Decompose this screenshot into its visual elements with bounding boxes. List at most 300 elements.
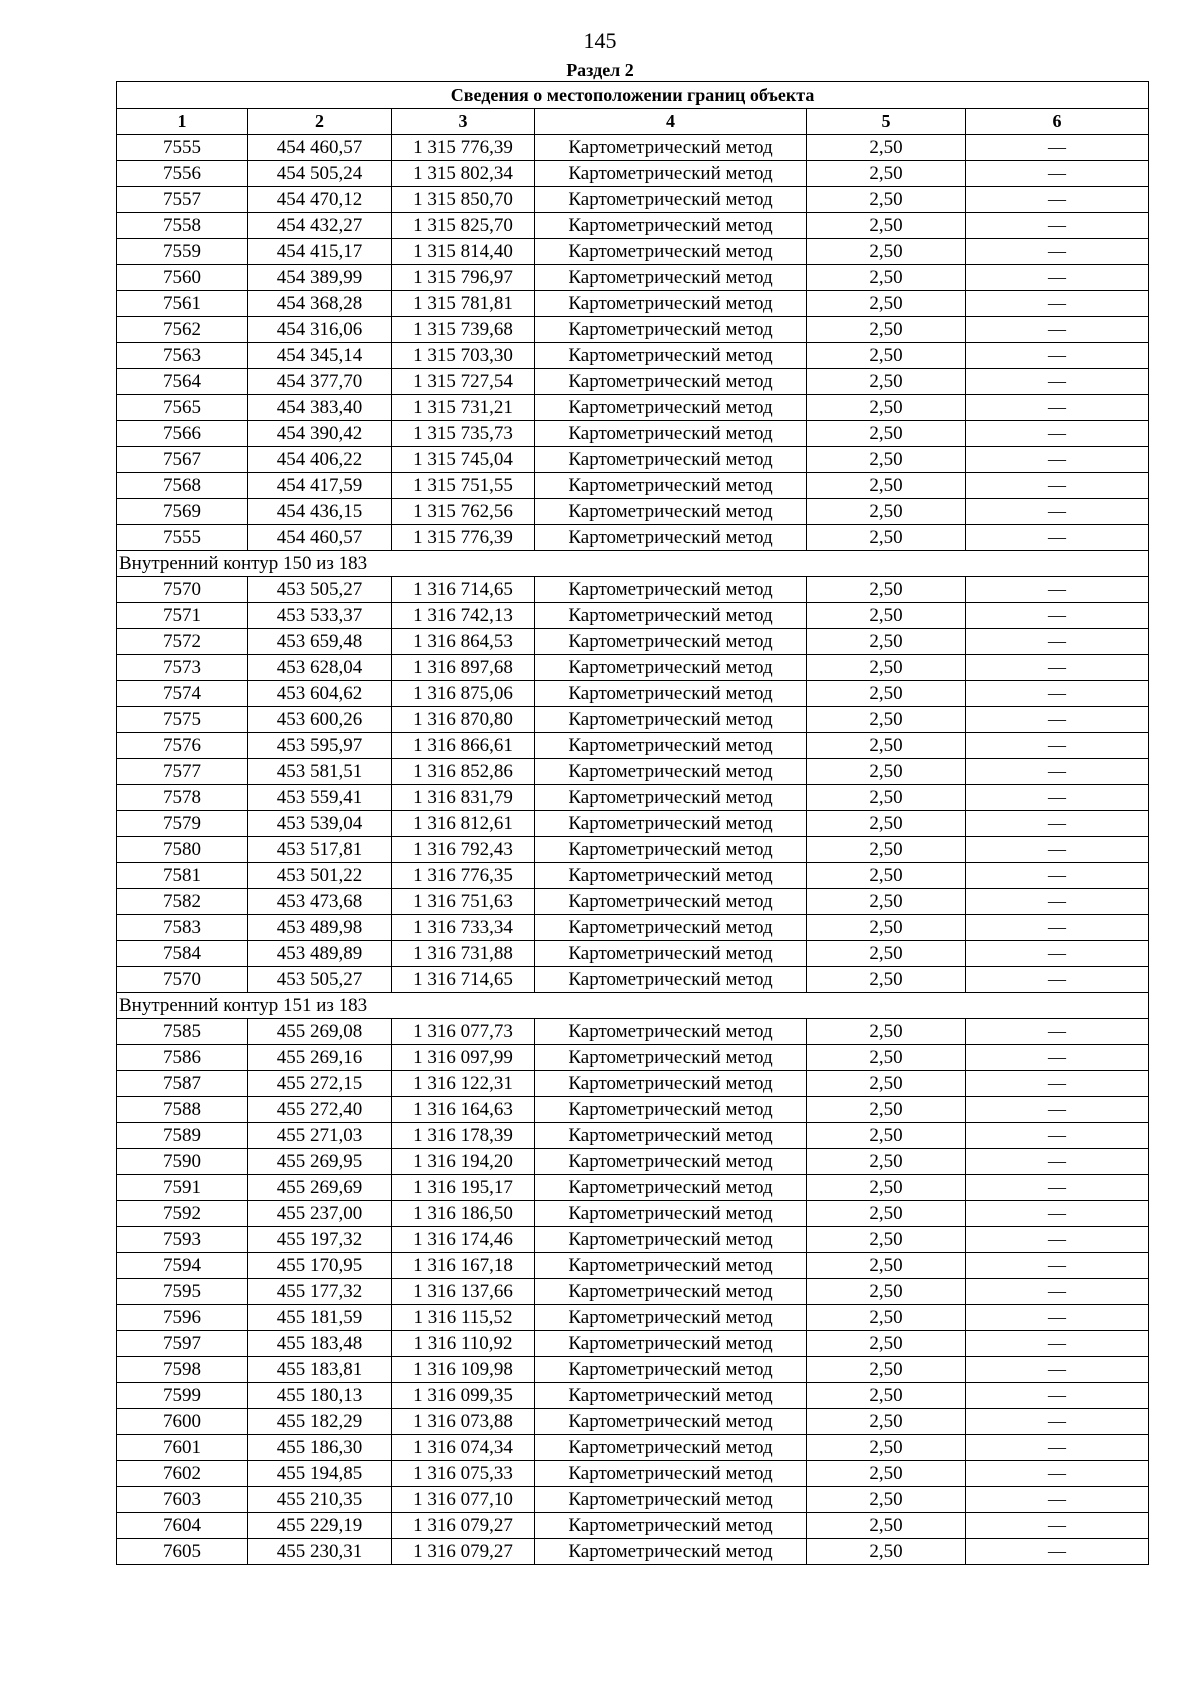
point-number-cell: 7561 xyxy=(117,291,248,317)
method-cell: Картометрический метод xyxy=(535,577,807,603)
x-coordinate-cell: 455 272,40 xyxy=(248,1097,392,1123)
method-cell: Картометрический метод xyxy=(535,265,807,291)
point-number-cell: 7571 xyxy=(117,603,248,629)
boundary-table xyxy=(116,81,1149,1565)
table-row xyxy=(117,603,1149,629)
x-coordinate-cell: 454 417,59 xyxy=(248,473,392,499)
method-cell: Картометрический метод xyxy=(535,1383,807,1409)
y-coordinate-cell: 1 316 075,33 xyxy=(392,1461,535,1487)
point-number-cell: 7585 xyxy=(117,1019,248,1045)
table-row xyxy=(117,1383,1149,1409)
y-coordinate-cell: 1 316 870,80 xyxy=(392,707,535,733)
x-coordinate-cell: 454 505,24 xyxy=(248,161,392,187)
point-number-cell: 7565 xyxy=(117,395,248,421)
method-cell: Картометрический метод xyxy=(535,1279,807,1305)
accuracy-cell: 2,50 xyxy=(807,187,966,213)
point-number-cell: 7580 xyxy=(117,837,248,863)
accuracy-cell: 2,50 xyxy=(807,759,966,785)
point-number-cell: 7557 xyxy=(117,187,248,213)
y-coordinate-cell: 1 316 776,35 xyxy=(392,863,535,889)
y-coordinate-cell: 1 316 714,65 xyxy=(392,967,535,993)
point-number-cell: 7564 xyxy=(117,369,248,395)
point-number-cell: 7593 xyxy=(117,1227,248,1253)
point-number-cell: 7592 xyxy=(117,1201,248,1227)
x-coordinate-cell: 453 600,26 xyxy=(248,707,392,733)
method-cell: Картометрический метод xyxy=(535,1045,807,1071)
accuracy-cell: 2,50 xyxy=(807,603,966,629)
table-row xyxy=(117,135,1149,161)
method-cell: Картометрический метод xyxy=(535,1409,807,1435)
y-coordinate-cell: 1 316 079,27 xyxy=(392,1513,535,1539)
table-row xyxy=(117,1071,1149,1097)
x-coordinate-cell: 453 539,04 xyxy=(248,811,392,837)
point-number-cell: 7581 xyxy=(117,863,248,889)
table-row xyxy=(117,681,1149,707)
x-coordinate-cell: 455 170,95 xyxy=(248,1253,392,1279)
point-number-cell: 7562 xyxy=(117,317,248,343)
x-coordinate-cell: 454 377,70 xyxy=(248,369,392,395)
y-coordinate-cell: 1 316 852,86 xyxy=(392,759,535,785)
note-cell: — xyxy=(966,1123,1149,1149)
method-cell: Картометрический метод xyxy=(535,239,807,265)
accuracy-cell: 2,50 xyxy=(807,1019,966,1045)
point-number-cell: 7556 xyxy=(117,161,248,187)
note-cell: — xyxy=(966,811,1149,837)
note-cell: — xyxy=(966,889,1149,915)
point-number-cell: 7590 xyxy=(117,1149,248,1175)
contour-row xyxy=(117,993,1149,1019)
accuracy-cell: 2,50 xyxy=(807,1045,966,1071)
x-coordinate-cell: 453 581,51 xyxy=(248,759,392,785)
note-cell: — xyxy=(966,1409,1149,1435)
y-coordinate-cell: 1 316 875,06 xyxy=(392,681,535,707)
note-cell: — xyxy=(966,707,1149,733)
x-coordinate-cell: 455 269,95 xyxy=(248,1149,392,1175)
accuracy-cell: 2,50 xyxy=(807,941,966,967)
x-coordinate-cell: 455 186,30 xyxy=(248,1435,392,1461)
table-row xyxy=(117,213,1149,239)
method-cell: Картометрический метод xyxy=(535,967,807,993)
method-cell: Картометрический метод xyxy=(535,525,807,551)
accuracy-cell: 2,50 xyxy=(807,889,966,915)
note-cell: — xyxy=(966,1201,1149,1227)
note-cell: — xyxy=(966,369,1149,395)
point-number-cell: 7599 xyxy=(117,1383,248,1409)
point-number-cell: 7567 xyxy=(117,447,248,473)
point-number-cell: 7595 xyxy=(117,1279,248,1305)
accuracy-cell: 2,50 xyxy=(807,291,966,317)
point-number-cell: 7560 xyxy=(117,265,248,291)
x-coordinate-cell: 454 368,28 xyxy=(248,291,392,317)
x-coordinate-cell: 455 269,16 xyxy=(248,1045,392,1071)
accuracy-cell: 2,50 xyxy=(807,1201,966,1227)
table-row xyxy=(117,369,1149,395)
method-cell: Картометрический метод xyxy=(535,1435,807,1461)
method-cell: Картометрический метод xyxy=(535,759,807,785)
accuracy-cell: 2,50 xyxy=(807,1227,966,1253)
accuracy-cell: 2,50 xyxy=(807,577,966,603)
page-number: 145 xyxy=(583,28,617,53)
x-coordinate-cell: 455 230,31 xyxy=(248,1539,392,1565)
y-coordinate-cell: 1 316 731,88 xyxy=(392,941,535,967)
note-cell: — xyxy=(966,1227,1149,1253)
note-cell: — xyxy=(966,161,1149,187)
x-coordinate-cell: 454 390,42 xyxy=(248,421,392,447)
note-cell: — xyxy=(966,1045,1149,1071)
note-cell: — xyxy=(966,733,1149,759)
point-number-cell: 7570 xyxy=(117,577,248,603)
y-coordinate-cell: 1 316 077,73 xyxy=(392,1019,535,1045)
x-coordinate-cell: 454 415,17 xyxy=(248,239,392,265)
accuracy-cell: 2,50 xyxy=(807,1279,966,1305)
accuracy-cell: 2,50 xyxy=(807,681,966,707)
y-coordinate-cell: 1 315 735,73 xyxy=(392,421,535,447)
column-header: 3 xyxy=(392,109,535,135)
table-row xyxy=(117,395,1149,421)
table-row xyxy=(117,1097,1149,1123)
method-cell: Картометрический метод xyxy=(535,499,807,525)
note-cell: — xyxy=(966,1331,1149,1357)
table-row xyxy=(117,889,1149,915)
x-coordinate-cell: 454 406,22 xyxy=(248,447,392,473)
y-coordinate-cell: 1 316 110,92 xyxy=(392,1331,535,1357)
y-coordinate-cell: 1 315 731,21 xyxy=(392,395,535,421)
method-cell: Картометрический метод xyxy=(535,1331,807,1357)
x-coordinate-cell: 454 345,14 xyxy=(248,343,392,369)
table-row xyxy=(117,1357,1149,1383)
x-coordinate-cell: 455 181,59 xyxy=(248,1305,392,1331)
note-cell: — xyxy=(966,265,1149,291)
x-coordinate-cell: 455 183,81 xyxy=(248,1357,392,1383)
x-coordinate-cell: 455 269,08 xyxy=(248,1019,392,1045)
note-cell: — xyxy=(966,525,1149,551)
point-number-cell: 7594 xyxy=(117,1253,248,1279)
point-number-cell: 7597 xyxy=(117,1331,248,1357)
note-cell: — xyxy=(966,655,1149,681)
method-cell: Картометрический метод xyxy=(535,421,807,447)
point-number-cell: 7603 xyxy=(117,1487,248,1513)
accuracy-cell: 2,50 xyxy=(807,1435,966,1461)
point-number-cell: 7570 xyxy=(117,967,248,993)
note-cell: — xyxy=(966,421,1149,447)
x-coordinate-cell: 454 436,15 xyxy=(248,499,392,525)
x-coordinate-cell: 455 177,32 xyxy=(248,1279,392,1305)
table-row xyxy=(117,1175,1149,1201)
point-number-cell: 7601 xyxy=(117,1435,248,1461)
x-coordinate-cell: 453 473,68 xyxy=(248,889,392,915)
point-number-cell: 7563 xyxy=(117,343,248,369)
method-cell: Картометрический метод xyxy=(535,785,807,811)
x-coordinate-cell: 453 489,89 xyxy=(248,941,392,967)
method-cell: Картометрический метод xyxy=(535,629,807,655)
y-coordinate-cell: 1 316 831,79 xyxy=(392,785,535,811)
y-coordinate-cell: 1 316 195,17 xyxy=(392,1175,535,1201)
y-coordinate-cell: 1 316 733,34 xyxy=(392,915,535,941)
method-cell: Картометрический метод xyxy=(535,395,807,421)
point-number-cell: 7598 xyxy=(117,1357,248,1383)
method-cell: Картометрический метод xyxy=(535,1487,807,1513)
column-header: 6 xyxy=(966,109,1149,135)
x-coordinate-cell: 454 316,06 xyxy=(248,317,392,343)
note-cell: — xyxy=(966,1019,1149,1045)
point-number-cell: 7559 xyxy=(117,239,248,265)
x-coordinate-cell: 453 501,22 xyxy=(248,863,392,889)
x-coordinate-cell: 455 210,35 xyxy=(248,1487,392,1513)
point-number-cell: 7602 xyxy=(117,1461,248,1487)
point-number-cell: 7591 xyxy=(117,1175,248,1201)
note-cell: — xyxy=(966,499,1149,525)
method-cell: Картометрический метод xyxy=(535,447,807,473)
method-cell: Картометрический метод xyxy=(535,1539,807,1565)
note-cell: — xyxy=(966,187,1149,213)
y-coordinate-cell: 1 315 781,81 xyxy=(392,291,535,317)
y-coordinate-cell: 1 315 850,70 xyxy=(392,187,535,213)
method-cell: Картометрический метод xyxy=(535,1071,807,1097)
accuracy-cell: 2,50 xyxy=(807,1123,966,1149)
note-cell: — xyxy=(966,1487,1149,1513)
point-number-cell: 7583 xyxy=(117,915,248,941)
y-coordinate-cell: 1 316 178,39 xyxy=(392,1123,535,1149)
table-row xyxy=(117,239,1149,265)
y-coordinate-cell: 1 316 897,68 xyxy=(392,655,535,681)
accuracy-cell: 2,50 xyxy=(807,369,966,395)
table-row xyxy=(117,707,1149,733)
accuracy-cell: 2,50 xyxy=(807,473,966,499)
point-number-cell: 7578 xyxy=(117,785,248,811)
column-header: 2 xyxy=(248,109,392,135)
x-coordinate-cell: 455 272,15 xyxy=(248,1071,392,1097)
note-cell: — xyxy=(966,1435,1149,1461)
x-coordinate-cell: 455 180,13 xyxy=(248,1383,392,1409)
table-row xyxy=(117,265,1149,291)
x-coordinate-cell: 455 237,00 xyxy=(248,1201,392,1227)
accuracy-cell: 2,50 xyxy=(807,915,966,941)
note-cell: — xyxy=(966,1513,1149,1539)
note-cell: — xyxy=(966,447,1149,473)
y-coordinate-cell: 1 315 739,68 xyxy=(392,317,535,343)
point-number-cell: 7586 xyxy=(117,1045,248,1071)
table-row xyxy=(117,499,1149,525)
y-coordinate-cell: 1 316 751,63 xyxy=(392,889,535,915)
point-number-cell: 7605 xyxy=(117,1539,248,1565)
y-coordinate-cell: 1 316 115,52 xyxy=(392,1305,535,1331)
column-header: 5 xyxy=(807,109,966,135)
column-header-row xyxy=(117,109,1149,135)
y-coordinate-cell: 1 315 825,70 xyxy=(392,213,535,239)
method-cell: Картометрический метод xyxy=(535,1149,807,1175)
y-coordinate-cell: 1 316 186,50 xyxy=(392,1201,535,1227)
method-cell: Картометрический метод xyxy=(535,655,807,681)
point-number-cell: 7555 xyxy=(117,135,248,161)
note-cell: — xyxy=(966,1539,1149,1565)
point-number-cell: 7576 xyxy=(117,733,248,759)
y-coordinate-cell: 1 316 099,35 xyxy=(392,1383,535,1409)
table-row xyxy=(117,1279,1149,1305)
accuracy-cell: 2,50 xyxy=(807,1539,966,1565)
point-number-cell: 7558 xyxy=(117,213,248,239)
y-coordinate-cell: 1 315 802,34 xyxy=(392,161,535,187)
accuracy-cell: 2,50 xyxy=(807,1487,966,1513)
point-number-cell: 7579 xyxy=(117,811,248,837)
contour-label: Внутренний контур 150 из 183 xyxy=(117,551,1149,577)
note-cell: — xyxy=(966,213,1149,239)
method-cell: Картометрический метод xyxy=(535,1123,807,1149)
y-coordinate-cell: 1 316 174,46 xyxy=(392,1227,535,1253)
accuracy-cell: 2,50 xyxy=(807,785,966,811)
table-title: Сведения о местоположении границ объекта xyxy=(117,82,1149,109)
note-cell: — xyxy=(966,1149,1149,1175)
table-row xyxy=(117,1123,1149,1149)
table-row xyxy=(117,525,1149,551)
point-number-cell: 7574 xyxy=(117,681,248,707)
table-row xyxy=(117,1331,1149,1357)
accuracy-cell: 2,50 xyxy=(807,733,966,759)
y-coordinate-cell: 1 315 762,56 xyxy=(392,499,535,525)
table-row xyxy=(117,187,1149,213)
table-row xyxy=(117,1513,1149,1539)
accuracy-cell: 2,50 xyxy=(807,135,966,161)
note-cell: — xyxy=(966,473,1149,499)
accuracy-cell: 2,50 xyxy=(807,1253,966,1279)
note-cell: — xyxy=(966,941,1149,967)
table-row xyxy=(117,655,1149,681)
method-cell: Картометрический метод xyxy=(535,291,807,317)
table-row xyxy=(117,863,1149,889)
table-row xyxy=(117,1227,1149,1253)
table-row xyxy=(117,1305,1149,1331)
y-coordinate-cell: 1 316 164,63 xyxy=(392,1097,535,1123)
note-cell: — xyxy=(966,1383,1149,1409)
point-number-cell: 7569 xyxy=(117,499,248,525)
x-coordinate-cell: 453 628,04 xyxy=(248,655,392,681)
method-cell: Картометрический метод xyxy=(535,1019,807,1045)
table-row xyxy=(117,629,1149,655)
method-cell: Картометрический метод xyxy=(535,603,807,629)
accuracy-cell: 2,50 xyxy=(807,1331,966,1357)
method-cell: Картометрический метод xyxy=(535,1357,807,1383)
y-coordinate-cell: 1 316 194,20 xyxy=(392,1149,535,1175)
y-coordinate-cell: 1 316 792,43 xyxy=(392,837,535,863)
y-coordinate-cell: 1 315 727,54 xyxy=(392,369,535,395)
y-coordinate-cell: 1 316 109,98 xyxy=(392,1357,535,1383)
x-coordinate-cell: 454 470,12 xyxy=(248,187,392,213)
method-cell: Картометрический метод xyxy=(535,135,807,161)
table-row xyxy=(117,291,1149,317)
x-coordinate-cell: 454 460,57 xyxy=(248,525,392,551)
point-number-cell: 7577 xyxy=(117,759,248,785)
method-cell: Картометрический метод xyxy=(535,889,807,915)
x-coordinate-cell: 453 533,37 xyxy=(248,603,392,629)
table-row xyxy=(117,967,1149,993)
point-number-cell: 7566 xyxy=(117,421,248,447)
method-cell: Картометрический метод xyxy=(535,1461,807,1487)
method-cell: Картометрический метод xyxy=(535,707,807,733)
x-coordinate-cell: 454 389,99 xyxy=(248,265,392,291)
accuracy-cell: 2,50 xyxy=(807,1409,966,1435)
x-coordinate-cell: 453 505,27 xyxy=(248,577,392,603)
point-number-cell: 7575 xyxy=(117,707,248,733)
table-row xyxy=(117,1435,1149,1461)
accuracy-cell: 2,50 xyxy=(807,967,966,993)
method-cell: Картометрический метод xyxy=(535,941,807,967)
accuracy-cell: 2,50 xyxy=(807,317,966,343)
point-number-cell: 7588 xyxy=(117,1097,248,1123)
x-coordinate-cell: 453 595,97 xyxy=(248,733,392,759)
accuracy-cell: 2,50 xyxy=(807,499,966,525)
method-cell: Картометрический метод xyxy=(535,915,807,941)
method-cell: Картометрический метод xyxy=(535,161,807,187)
note-cell: — xyxy=(966,837,1149,863)
x-coordinate-cell: 455 229,19 xyxy=(248,1513,392,1539)
point-number-cell: 7604 xyxy=(117,1513,248,1539)
note-cell: — xyxy=(966,1253,1149,1279)
table-title-row xyxy=(117,82,1149,109)
x-coordinate-cell: 454 432,27 xyxy=(248,213,392,239)
method-cell: Картометрический метод xyxy=(535,1097,807,1123)
method-cell: Картометрический метод xyxy=(535,681,807,707)
accuracy-cell: 2,50 xyxy=(807,1175,966,1201)
table-row xyxy=(117,343,1149,369)
accuracy-cell: 2,50 xyxy=(807,1071,966,1097)
table-row xyxy=(117,447,1149,473)
table-row xyxy=(117,1487,1149,1513)
table-row xyxy=(117,1539,1149,1565)
note-cell: — xyxy=(966,343,1149,369)
accuracy-cell: 2,50 xyxy=(807,655,966,681)
table-body xyxy=(117,135,1149,1565)
note-cell: — xyxy=(966,1071,1149,1097)
note-cell: — xyxy=(966,317,1149,343)
accuracy-cell: 2,50 xyxy=(807,421,966,447)
table-row xyxy=(117,1149,1149,1175)
table-row xyxy=(117,317,1149,343)
y-coordinate-cell: 1 316 864,53 xyxy=(392,629,535,655)
method-cell: Картометрический метод xyxy=(535,187,807,213)
note-cell: — xyxy=(966,1305,1149,1331)
x-coordinate-cell: 455 182,29 xyxy=(248,1409,392,1435)
note-cell: — xyxy=(966,395,1149,421)
y-coordinate-cell: 1 315 776,39 xyxy=(392,135,535,161)
method-cell: Картометрический метод xyxy=(535,1175,807,1201)
x-coordinate-cell: 454 460,57 xyxy=(248,135,392,161)
note-cell: — xyxy=(966,577,1149,603)
method-cell: Картометрический метод xyxy=(535,1253,807,1279)
note-cell: — xyxy=(966,1357,1149,1383)
y-coordinate-cell: 1 316 077,10 xyxy=(392,1487,535,1513)
table-row xyxy=(117,1253,1149,1279)
method-cell: Картометрический метод xyxy=(535,1201,807,1227)
y-coordinate-cell: 1 316 812,61 xyxy=(392,811,535,837)
y-coordinate-cell: 1 315 796,97 xyxy=(392,265,535,291)
note-cell: — xyxy=(966,1175,1149,1201)
table-row xyxy=(117,915,1149,941)
column-header: 4 xyxy=(535,109,807,135)
note-cell: — xyxy=(966,759,1149,785)
note-cell: — xyxy=(966,291,1149,317)
accuracy-cell: 2,50 xyxy=(807,707,966,733)
y-coordinate-cell: 1 316 714,65 xyxy=(392,577,535,603)
x-coordinate-cell: 455 271,03 xyxy=(248,1123,392,1149)
point-number-cell: 7573 xyxy=(117,655,248,681)
note-cell: — xyxy=(966,863,1149,889)
y-coordinate-cell: 1 315 751,55 xyxy=(392,473,535,499)
method-cell: Картометрический метод xyxy=(535,1305,807,1331)
point-number-cell: 7589 xyxy=(117,1123,248,1149)
table-row xyxy=(117,577,1149,603)
table-row xyxy=(117,811,1149,837)
x-coordinate-cell: 453 505,27 xyxy=(248,967,392,993)
point-number-cell: 7582 xyxy=(117,889,248,915)
